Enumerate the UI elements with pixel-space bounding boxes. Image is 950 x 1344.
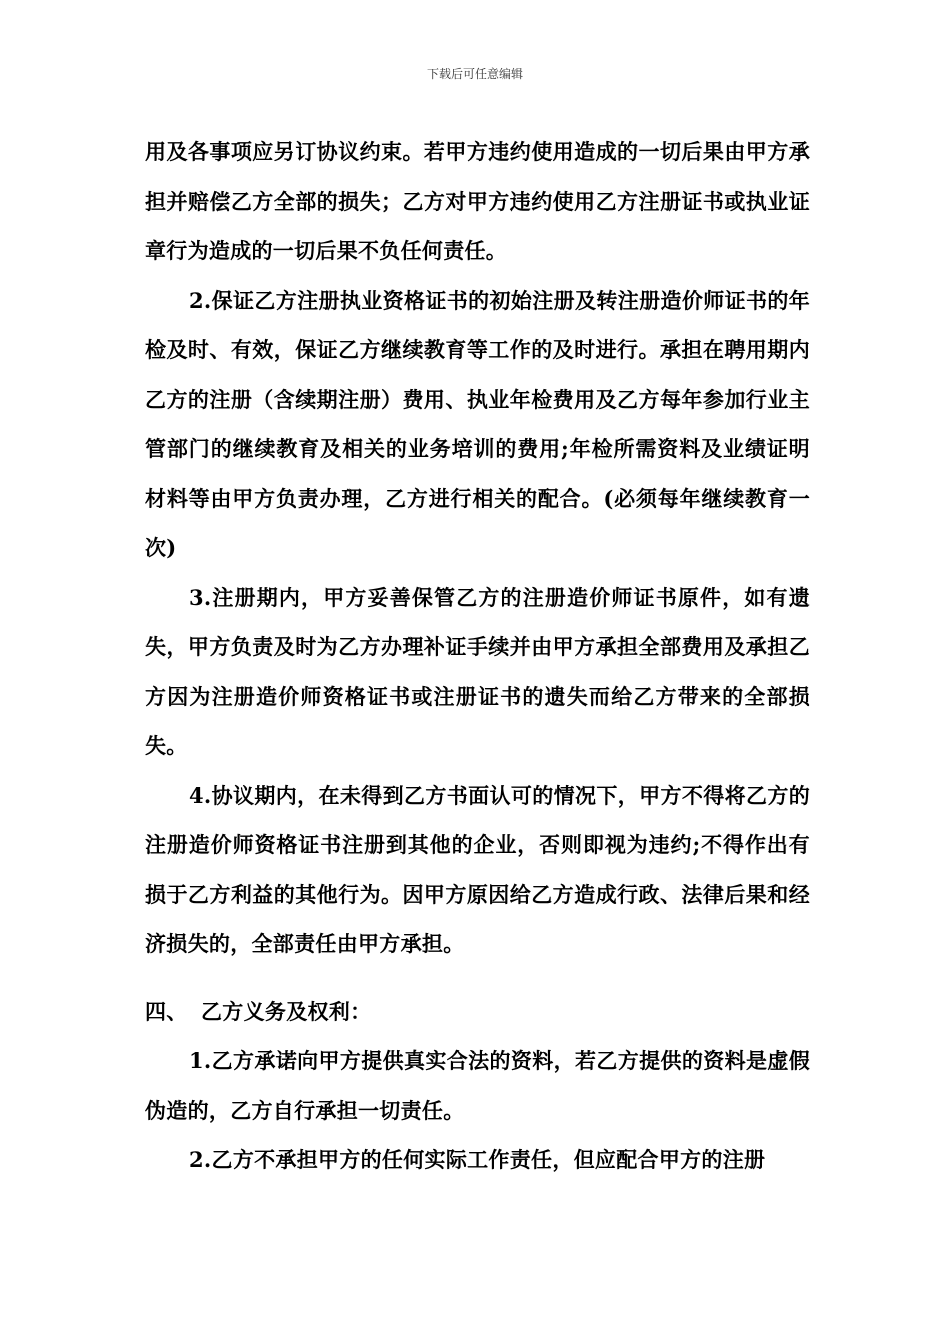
section-title: 乙方义务及权利：	[201, 998, 372, 1024]
section-4-item-1: 1.乙方承诺向甲方提供真实合法的资料，若乙方提供的资料是虚假伪造的，乙方自行承担一切责任。	[145, 1048, 810, 1123]
page-header: 下载后可任意编辑	[426, 67, 523, 81]
section-heading-4	[145, 987, 810, 1037]
document-body	[145, 127, 810, 1185]
section-4-item-2: 2.乙方不承担甲方的任何实际工作责任，但应配合甲方的注册	[189, 1147, 766, 1172]
section-number: 四、	[145, 998, 188, 1024]
paragraph-continuation: 用及各事项应另订协议约束。若甲方违约使用造成的一切后果由甲方承担并赔偿乙方全部的损失；乙方对甲方违约使用乙方注册证书或执业证章行为造成的一切后果不负任何责任。	[145, 139, 810, 263]
paragraph-item-3: 3.注册期内，甲方妥善保管乙方的注册造价师证书原件，如有遗失，甲方负责及时为乙方办理补证手续并由甲方承担全部费用及承担乙方因为注册造价师资格证书或注册证书的遗失而给乙方带来的全部损失。	[145, 584, 810, 758]
paragraph-item-2: 2.保证乙方注册执业资格证书的初始注册及转注册造价师证书的年检及时、有效，保证乙方继续教育等工作的及时进行。承担在聘用期内乙方的注册（含续期注册）费用、执业年检费用及乙方每年参加行业主管部门的继续教育及相关的业务培训的费用;年检所需资料及业绩证明材料等由甲方负责办理，乙方进行相关的配合。(必须每年继续教育一次)	[145, 287, 810, 560]
paragraph-item-4: 4.协议期内，在未得到乙方书面认可的情况下，甲方不得将乙方的注册造价师资格证书注册到其他的企业，否则即视为违约;不得作出有损于乙方利益的其他行为。因甲方原因给乙方造成行政、法律后果和经济损失的，全部责任由甲方承担。	[145, 782, 810, 956]
